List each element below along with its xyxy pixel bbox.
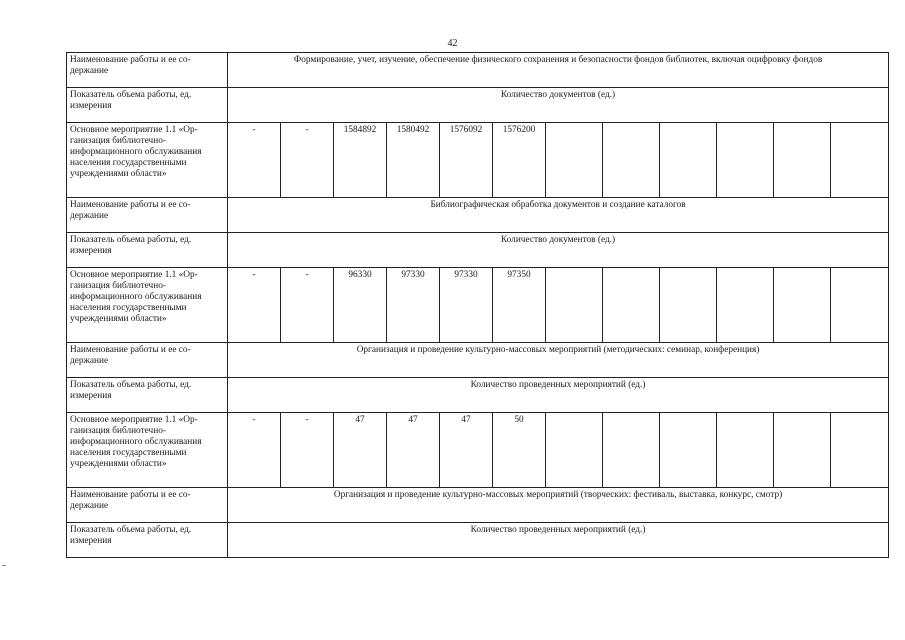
work-volume-table xyxy=(66,52,889,558)
value-cell xyxy=(717,413,774,488)
work-name-text: Библиографическая обработка документов и создание каталогов xyxy=(228,198,889,233)
value-cell: 96330 xyxy=(334,268,387,343)
work-name-row xyxy=(67,198,889,233)
value-cell: - xyxy=(228,268,281,343)
indicator-row xyxy=(67,88,889,123)
activity-row xyxy=(67,123,889,198)
value-cell: - xyxy=(281,268,334,343)
indicator-text: Количество документов (ед.) xyxy=(228,88,889,123)
activity-row xyxy=(67,413,889,488)
page-number: 42 xyxy=(447,38,458,49)
value-cell: - xyxy=(281,413,334,488)
value-cell: 1576092 xyxy=(440,123,493,198)
work-name-label: Наименование работы и ее со- держание xyxy=(67,488,228,523)
activity-row xyxy=(67,268,889,343)
value-cell xyxy=(717,123,774,198)
work-name-row xyxy=(67,488,889,523)
value-cell: 97330 xyxy=(387,268,440,343)
work-name-text: Организация и проведение культурно-массовых мероприятий (методических: семинар, конференция) xyxy=(228,343,889,378)
indicator-label: Показатель объема работы, ед. измерения xyxy=(67,378,228,413)
value-cell xyxy=(831,413,889,488)
value-cell: 50 xyxy=(493,413,546,488)
value-cell xyxy=(603,268,660,343)
value-cell: 1576200 xyxy=(493,123,546,198)
indicator-label: Показатель объема работы, ед. измерения xyxy=(67,523,228,558)
value-cell: 47 xyxy=(334,413,387,488)
work-name-label: Наименование работы и ее со- держание xyxy=(67,343,228,378)
value-cell xyxy=(717,268,774,343)
value-cell xyxy=(546,268,603,343)
activity-label: Основное мероприятие 1.1 «Ор- ганизация библиотечно- информационного обслуживания населения государственными учреждениями области» xyxy=(67,123,228,198)
value-cell xyxy=(831,123,889,198)
value-cell xyxy=(774,413,831,488)
activity-label: Основное мероприятие 1.1 «Ор- ганизация библиотечно- информационного обслуживания населения государственными учреждениями области» xyxy=(67,413,228,488)
edge-mark xyxy=(2,565,6,566)
indicator-label: Показатель объема работы, ед. измерения xyxy=(67,233,228,268)
value-cell xyxy=(546,123,603,198)
indicator-row xyxy=(67,523,889,558)
value-cell: - xyxy=(281,123,334,198)
value-cell xyxy=(660,268,717,343)
value-cell: 1584892 xyxy=(334,123,387,198)
value-cell: - xyxy=(228,413,281,488)
value-cell xyxy=(603,123,660,198)
value-cell: 47 xyxy=(440,413,493,488)
value-cell xyxy=(660,123,717,198)
work-name-label: Наименование работы и ее со- держание xyxy=(67,53,228,88)
work-name-text: Формирование, учет, изучение, обеспечение физического сохранения и безопасности фондов библиотек, включая оцифровку фондов xyxy=(228,53,889,88)
value-cell xyxy=(603,413,660,488)
activity-label: Основное мероприятие 1.1 «Ор- ганизация библиотечно- информационного обслуживания населения государственными учреждениями области» xyxy=(67,268,228,343)
indicator-text: Количество проведенных мероприятий (ед.) xyxy=(228,523,889,558)
table-body xyxy=(67,53,889,558)
indicator-row xyxy=(67,233,889,268)
value-cell xyxy=(546,413,603,488)
work-name-label: Наименование работы и ее со- держание xyxy=(67,198,228,233)
value-cell: - xyxy=(228,123,281,198)
value-cell: 97330 xyxy=(440,268,493,343)
value-cell xyxy=(831,268,889,343)
value-cell xyxy=(660,413,717,488)
work-name-text: Организация и проведение культурно-массовых мероприятий (творческих: фестиваль, выставка, конкурс, смотр) xyxy=(228,488,889,523)
value-cell: 97350 xyxy=(493,268,546,343)
value-cell xyxy=(774,268,831,343)
value-cell xyxy=(774,123,831,198)
indicator-text: Количество документов (ед.) xyxy=(228,233,889,268)
indicator-row xyxy=(67,378,889,413)
value-cell: 1580492 xyxy=(387,123,440,198)
indicator-text: Количество проведенных мероприятий (ед.) xyxy=(228,378,889,413)
value-cell: 47 xyxy=(387,413,440,488)
work-name-row xyxy=(67,343,889,378)
indicator-label: Показатель объема работы, ед. измерения xyxy=(67,88,228,123)
work-name-row xyxy=(67,53,889,88)
